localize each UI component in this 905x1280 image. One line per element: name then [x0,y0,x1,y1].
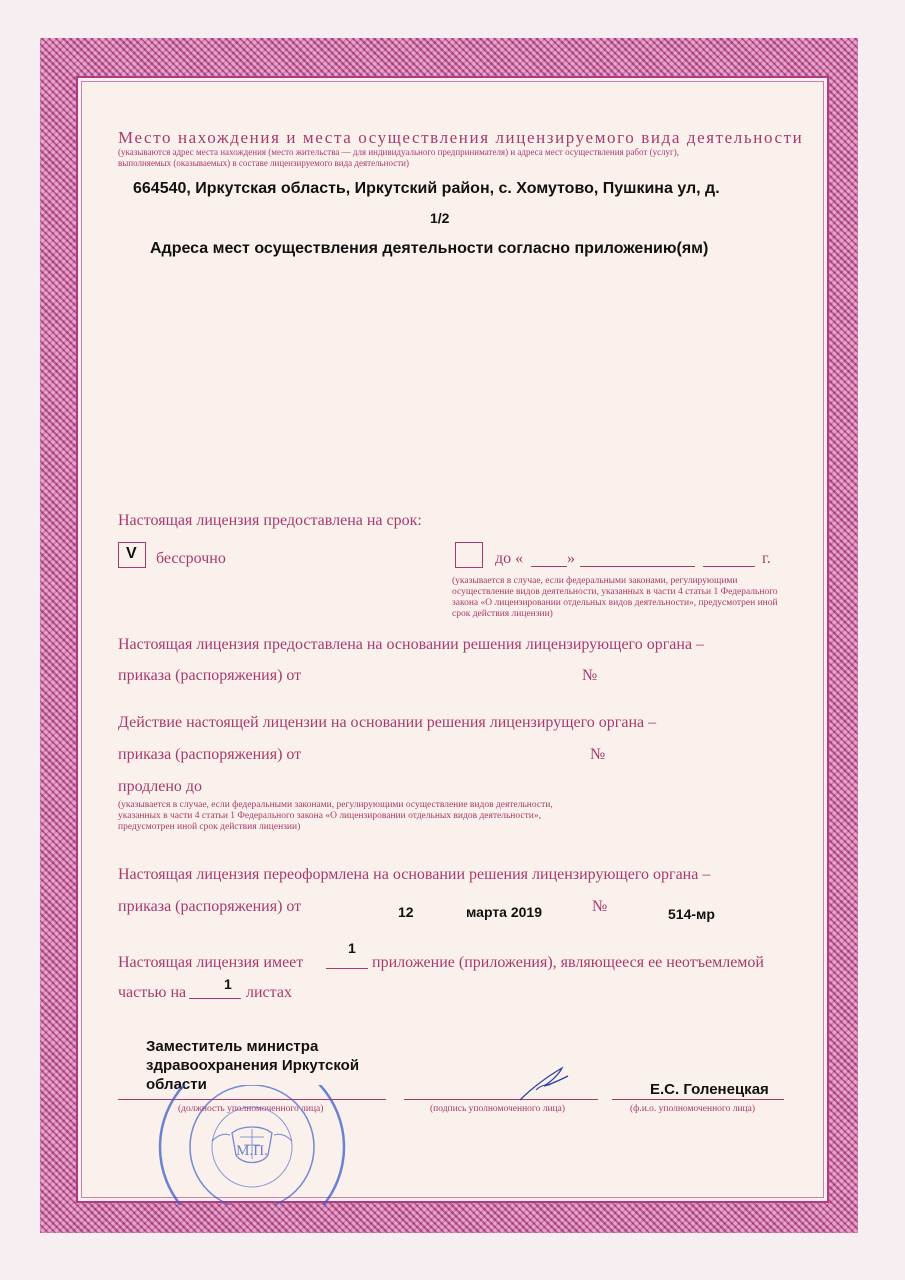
appendix-count: 1 [348,940,356,956]
extended-note: (указывается в случае, если федеральными законами, регулирующими осуществление видов деятельности, указанных в части 4 статьи 1 Федерального закона «О лицензировании отдельных видов деятельности», предусмотрен иной срок действия лицензии) [118,800,553,832]
position-line-1: Заместитель министра [146,1038,319,1055]
appendix-line-1-prefix: Настоящая лицензия имеет [118,954,304,971]
position-line-2: здравоохранения Иркутской [146,1057,360,1074]
stamp-mark: М.П. [236,1143,268,1159]
reissued-day: 12 [398,904,414,920]
appendix-line-1-suffix: приложение (приложения), являющееся ее неотъемлемой [372,954,764,971]
until-suffix: г. [762,550,771,567]
position-line-3: области [146,1076,207,1093]
granted-line-1: Настоящая лицензия предоставлена на основании решения лицензирующего органа – [118,636,705,653]
term-label: Настоящая лицензия предоставлена на срок: [118,512,422,529]
reissued-month-year: марта 2019 [466,904,543,920]
until-checkbox [455,542,483,568]
signature-caption: (подпись уполномоченного лица) [430,1104,566,1114]
until-note: (указывается в случае, если федеральными законами, регулирующими осуществление видов деятельности, указанных в части 4 статьи 1 Федерального закона «О лицензировании отдельных видов деятельности», предусмотрен иной срок действия лицензии) [452,576,778,619]
address-note: Адреса мест осуществления деятельности согласно приложению(ям) [150,240,709,257]
until-quote-close: » [567,550,575,567]
signer-name: Е.С. Голенецкая [650,1081,769,1098]
appendix-line-2-prefix: частью на [118,984,187,1001]
name-caption: (ф.и.о. уполномоченного лица) [630,1104,756,1114]
until-month-line [580,566,695,567]
name-line [612,1099,784,1100]
granted-number-sign: № [582,667,598,684]
address-line-1: 664540, Иркутская область, Иркутский район, с. Хомутово, Пушкина ул, д. [133,180,720,197]
extended-number-sign: № [590,746,606,763]
handwritten-signature [500,1060,590,1105]
until-prefix: до « [495,550,524,567]
appendix-sheets: 1 [224,976,232,992]
location-note-1: (указываются адрес места нахождения (место жительства — для индивидуального предпринимателя) и адреса мест осуществления работ (услуг), [118,147,679,157]
extended-line-3: продлено до [118,778,203,795]
reissued-number-sign: № [592,898,608,915]
reissued-number: 514-мр [668,906,715,922]
reissued-line-1: Настоящая лицензия переоформлена на основании решения лицензирующего органа – [118,866,711,883]
unlimited-label: бессрочно [156,550,226,567]
position-caption: (должность уполномоченного лица) [178,1104,324,1114]
reissued-line-2: приказа (распоряжения) от [118,898,302,915]
unlimited-check-mark: V [126,545,137,562]
location-note-2: выполняемых (оказываемых) в составе лицензируемого вида деятельности) [118,158,409,168]
granted-line-2: приказа (распоряжения) от [118,667,302,684]
extended-line-1: Действие настоящей лицензии на основании решения лицензирущего органа – [118,714,657,731]
appendix-count-line [326,968,368,969]
until-year-line [703,566,755,567]
appendix-line-2-suffix: листах [246,984,292,1001]
official-seal-stamp [152,1085,348,1205]
address-line-2: 1/2 [430,210,450,226]
appendix-sheets-line [189,998,241,999]
until-day-line [531,566,567,567]
unlimited-checkbox [118,542,146,568]
location-heading: Место нахождения и места осуществления лицензируемого вида деятельности [118,128,804,147]
extended-line-2: приказа (распоряжения) от [118,746,302,763]
